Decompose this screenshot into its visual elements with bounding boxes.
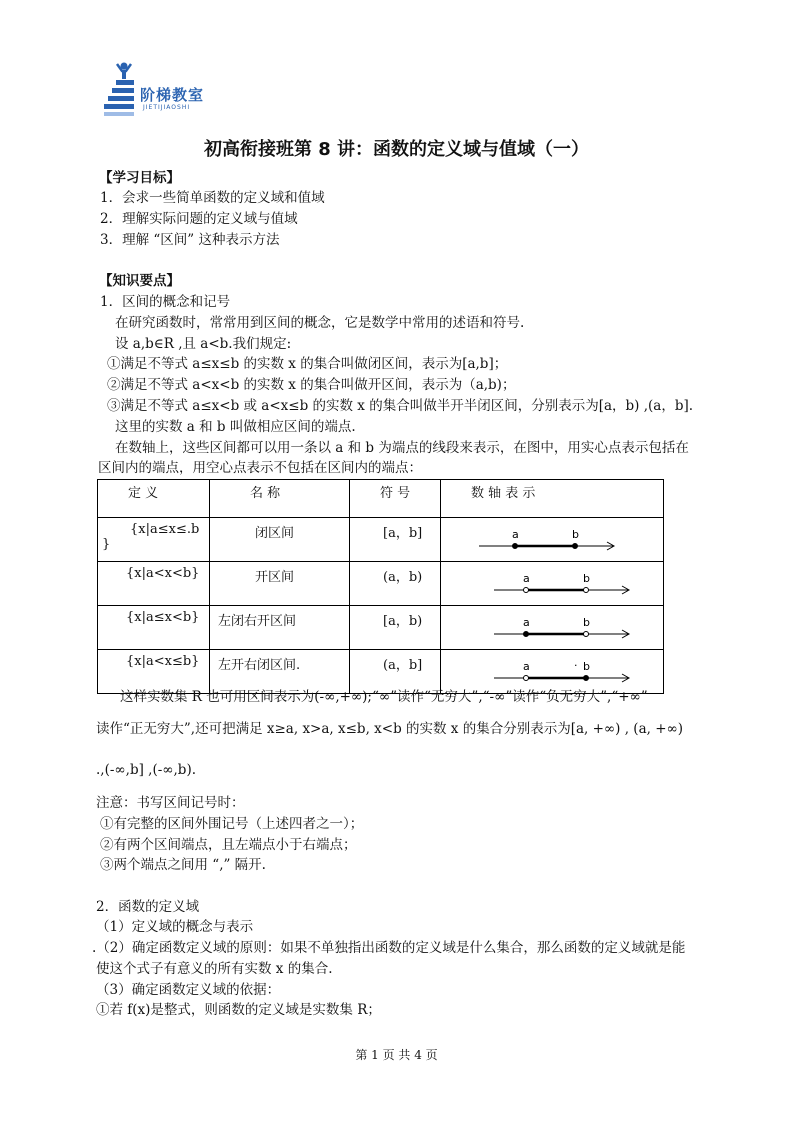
numberline-cell (441, 562, 664, 606)
section2-item-3: （3）确定函数定义域的依据： (96, 982, 281, 998)
section2-title: 2．函数的定义域 (96, 899, 200, 915)
page-title: 初高衔接班第 8 讲：函数的定义域与值域（一） (203, 139, 590, 160)
section2-item-2b: 使这个式子有意义的所有实数 x 的集合. (96, 961, 333, 977)
definition-cell (98, 518, 210, 562)
table-row (98, 606, 664, 650)
logo-subtext: JIETIJIAOSHI (143, 104, 191, 111)
header-definition: 定 义 (98, 480, 210, 518)
knowledge-heading: 【知识要点】 (99, 273, 180, 289)
definition-cell: {x|a≤x<b} (98, 606, 210, 650)
symbol-cell: [a，b) (350, 606, 441, 650)
goals-heading: 【学习目标】 (99, 170, 180, 186)
definition-cell: {x|a<x≤b} (98, 650, 210, 694)
notes-heading: 注意：书写区间记号时： (96, 795, 245, 811)
numberline-cell (441, 606, 664, 650)
paragraph-endpoints: 这里的实数 a 和 b 叫做相应区间的端点. (115, 419, 356, 435)
note-item-1: ①有完整的区间外围记号（上述四者之一）； (100, 816, 364, 832)
goal-item-1: 1．会求一些简单函数的定义域和值域 (100, 190, 325, 206)
number-line-closed (475, 524, 625, 554)
number-line-right-closed (490, 656, 640, 686)
section1-title: 1．区间的概念和记号 (100, 294, 231, 310)
header-numberline: 数 轴 表 示 (441, 480, 664, 518)
note-item-2: ②有两个区间端点，且左端点小于右端点； (100, 837, 357, 853)
paragraph-numberline-1: 在数轴上，这些区间都可以用一条以 a 和 b 为端点的线段来表示，在图中，用实心点表示包括在 (115, 440, 689, 456)
label-a: a (523, 616, 530, 629)
label-b: b (572, 528, 579, 541)
name-cell: 左闭右开区间 (210, 606, 350, 650)
paragraph-numberline-2: 区间内的端点，用空心点表示不包括在区间内的端点： (98, 460, 422, 476)
right-endpoint (584, 632, 589, 637)
rule-half-open: ③满足不等式 a≤x<b 或 a<x≤b 的实数 x 的集合叫做半开半闭区间，分别表示为[a，b) ,(a，b]. (107, 398, 694, 414)
table-row (98, 518, 664, 562)
definition-cell: {x|a<x<b} (98, 562, 210, 606)
label-b: b (583, 572, 590, 585)
paragraph-infinity-2: 读作“正无穷大”,还可把满足 x≥a, x>a, x≤b, x<b 的实数 x 的集合分别表示为[a, +∞) , (a, +∞) (96, 721, 684, 737)
table-row (98, 650, 664, 694)
table-header-row (98, 480, 664, 518)
symbol-cell: (a，b] (350, 650, 441, 694)
definition-text: {x|a≤x≤.b (130, 522, 200, 537)
paragraph-let-ab: 设 a,b∈R ,且 a<b.我们规定: (115, 336, 292, 352)
label-a: a (512, 528, 519, 541)
numberline-cell (441, 650, 664, 694)
note-item-3: ③两个端点之间用 “,” 隔开. (100, 857, 266, 873)
numberline-cell (441, 518, 664, 562)
right-endpoint (573, 544, 578, 549)
name-cell: 开区间 (210, 562, 350, 606)
label-dot: · (574, 659, 578, 672)
paragraph-infinity-3: .,(-∞,b] ,(-∞,b). (96, 762, 197, 778)
left-endpoint (524, 588, 529, 593)
label-b: b (583, 616, 590, 629)
interval-table (97, 479, 664, 694)
right-endpoint (584, 588, 589, 593)
paragraph-intro: 在研究函数时，常常用到区间的概念，它是数学中常用的述语和符号. (115, 315, 525, 331)
rule-closed: ①满足不等式 a≤x≤b 的实数 x 的集合叫做闭区间，表示为[a,b]； (107, 356, 508, 372)
symbol-cell: (a，b) (350, 562, 441, 606)
section2-item-4: ①若 f(x)是整式，则函数的定义域是实数集 R； (96, 1002, 381, 1018)
section2-item-1: （1）定义域的概念与表示 (96, 919, 254, 935)
definition-text-cont: } (102, 537, 111, 552)
label-b: b (583, 660, 590, 673)
number-line-open (490, 568, 640, 598)
goal-item-3: 3．理解 “区间” 这种表示方法 (100, 232, 280, 248)
right-endpoint (584, 676, 589, 681)
symbol-cell: [a，b] (350, 518, 441, 562)
section2-item-2a: .（2）确定函数定义域的原则：如果不单独指出函数的定义域是什么集合，那么函数的定义域就是能 (92, 940, 686, 956)
page-footer: 第 1 页 共 4 页 (355, 1048, 438, 1062)
rule-open: ②满足不等式 a<x<b 的实数 x 的集合叫做开区间，表示为（a,b)； (107, 377, 516, 393)
paragraph-infinity-1: 这样实数集 R 也可用区间表示为(-∞,+∞);“∞”读作“无穷大”,“-∞”读作“负无穷大”,“+∞” (120, 689, 648, 705)
header-name: 名 称 (210, 480, 350, 518)
left-endpoint (524, 676, 529, 681)
name-cell: 闭区间 (210, 518, 350, 562)
header-symbol: 符 号 (350, 480, 441, 518)
name-cell: 左开右闭区间. (210, 650, 350, 694)
table-row (98, 562, 664, 606)
label-a: a (523, 572, 530, 585)
logo-text: 阶梯教室 (140, 86, 205, 104)
left-endpoint (524, 632, 529, 637)
number-line-left-closed (490, 612, 640, 642)
left-endpoint (513, 544, 518, 549)
label-a: a (523, 660, 530, 673)
goal-item-2: 2．理解实际问题的定义域与值域 (100, 211, 298, 227)
